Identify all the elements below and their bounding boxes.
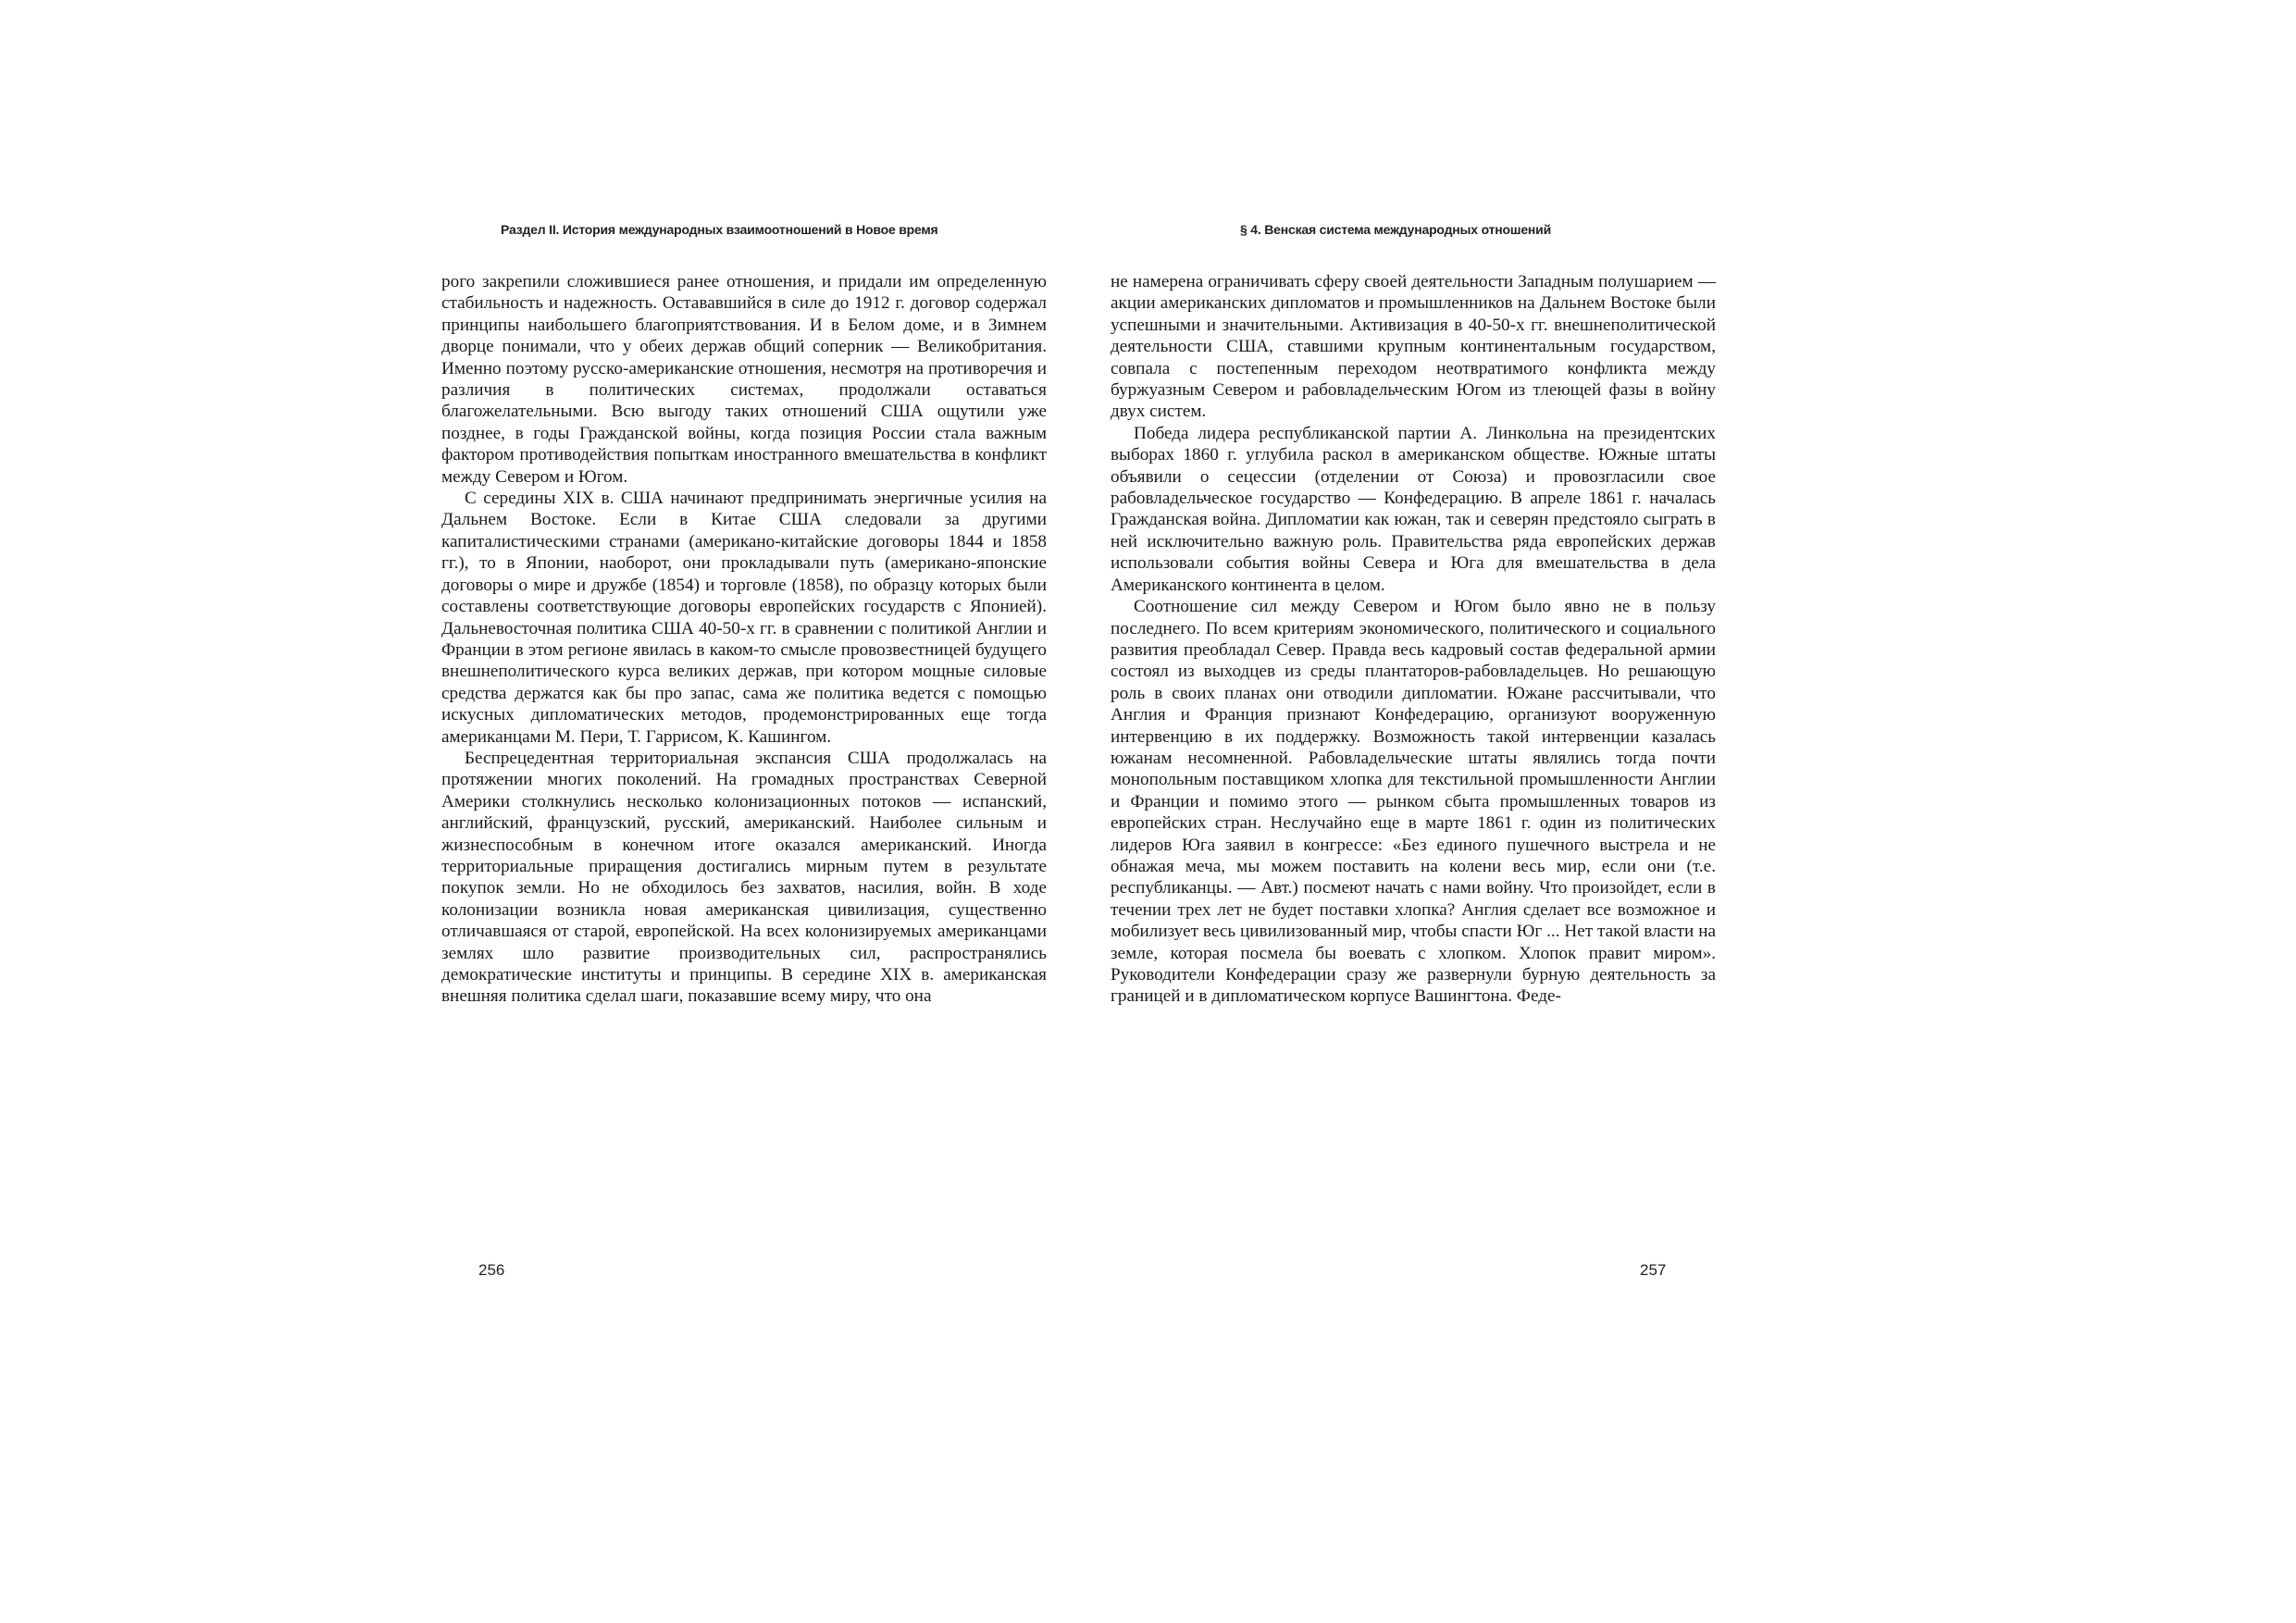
- running-head-left: Раздел II. История международных взаимоотношений в Новое время: [501, 222, 938, 237]
- paragraph: не намерена ограничивать сферу своей деятельности Западным полушарием — акции американских дипломатов и промышленников на Дальнем Востоке были успешными и значительными. Активизация в 40-50-х гг. внешнеполитической деятельности США, ставшими крупным континентальным государством, совпала с постепенным переходом неотвратимого конфликта между буржуазным Севером и рабовладельческим Югом из тлеющей фазы в войну двух систем.: [1111, 272, 1716, 422]
- page-number-right: 257: [1640, 1261, 1667, 1279]
- paragraph: Победа лидера республиканской партии А. Линкольна на президентских выборах 1860 г. углубила раскол в американском обществе. Южные штаты объявили о сецессии (отделении от Союза) и провозгласили свое рабовладельческое государство — Конфедерацию. В апреле 1861 г. началась Гражданская война. Дипломатии как южан, так и северян предстояло сыграть в ней исключительно важную роль. Правительства ряда европейских держав использовали события войны Севера и Юга для вмешательства в дела Американского континента в целом.: [1111, 423, 1716, 595]
- body-text-right: [1111, 271, 1716, 1008]
- paragraph: С середины XIX в. США начинают предпринимать энергичные усилия на Дальнем Востоке. Если в Китае США следовали за другими капиталистическими странами (американо-китайские договоры 1844 и 1858 гг.), то в Японии, наоборот, они прокладывали путь (американо-японские договоры о мире и дружбе (1854) и торговле (1858), по образцу которых были составлены соответствующие договоры европейских государств с Японией). Дальневосточная политика США 40-50-х гг. в сравнении с политикой Англии и Франции в этом регионе явилась в каком-то смысле провозвестницей будущего внешнеполитического курса великих держав, при котором мощные силовые средства держатся как бы про запас, сама же политика ведется с помощью искусных дипломатических методов, продемонстрированных еще тогда американцами М. Пери, Т. Гаррисом, К. Кашингом.: [441, 489, 1047, 747]
- body-text-left: [441, 271, 1047, 1008]
- right-page: [1111, 0, 2296, 1623]
- running-head-right: § 4. Венская система международных отношений: [1240, 222, 1551, 237]
- paragraph: рого закрепили сложившиеся ранее отношения, и придали им определенную стабильность и надежность. Остававшийся в силе до 1912 г. договор содержал принципы наибольшего благоприятствования. И в Белом доме, и в Зимнем дворце понимали, что у обеих держав общий соперник — Великобритания. Именно поэтому русско-американские отношения, несмотря на противоречия и различия в политических системах, продолжали оставаться благожелательными. Всю выгоду таких отношений США ощутили уже позднее, в годы Гражданской войны, когда позиция России стала важным фактором противодействия попыткам иностранного вмешательства в конфликт между Севером и Югом.: [441, 272, 1047, 487]
- paragraph: Беспрецедентная территориальная экспансия США продолжалась на протяжении многих поколений. На громадных пространствах Северной Америки столкнулись несколько колонизационных потоков — испанский, английский, французский, русский, американский. Наиболее сильным и жизнеспособным в конечном итоге оказался американский. Иногда территориальные приращения достигались мирным путем в результате покупок земли. Но не обходилось без захватов, насилия, войн. В ходе колонизации возникла новая американская цивилизация, существенно отличавшаяся от старой, европейской. На всех колонизируемых американцами землях шло развитие производительных сил, распространялись демократические институты и принципы. В середине XIX в. американская внешняя политика сделал шаги, показавшие всему миру, что она: [441, 748, 1047, 1007]
- page-number-left: 256: [478, 1261, 505, 1279]
- paragraph: Соотношение сил между Севером и Югом было явно не в пользу последнего. По всем критериям экономического, политического и социального развития преобладал Север. Правда весь кадровый состав федеральной армии состоял из выходцев из среды плантаторов-рабовладельцев. Но решающую роль в своих планах они отводили дипломатии. Южане рассчитывали, что Англия и Франция признают Конфедерацию, организуют вооруженную интервенцию в их поддержку. Возможность такой интервенции казалась южанам несомненной. Рабовладельческие штаты являлись тогда почти монопольным поставщиком хлопка для текстильной промышленности Англии и Франции и помимо этого — рынком сбыта промышленных товаров из европейских стран. Неслучайно еще в марте 1861 г. один из политических лидеров Юга заявил в конгрессе: «Без единого пушечного выстрела и не обнажая меча, мы можем поставить на колени весь мир, если они (т.е. республиканцы. — Авт.) посмеют начать с нами войну. Что произойдет, если в течении трех лет не будет поставки хлопка? Англия сделает все возможное и мобилизует весь цивилизованный мир, чтобы спасти Юг ... Нет такой власти на земле, которая посмела бы воевать с хлопком. Хлопок правит миром». Руководители Конфедерации сразу же развернули бурную деятельность за границей и в дипломатическом корпусе Вашингтона. Феде-: [1111, 597, 1716, 1007]
